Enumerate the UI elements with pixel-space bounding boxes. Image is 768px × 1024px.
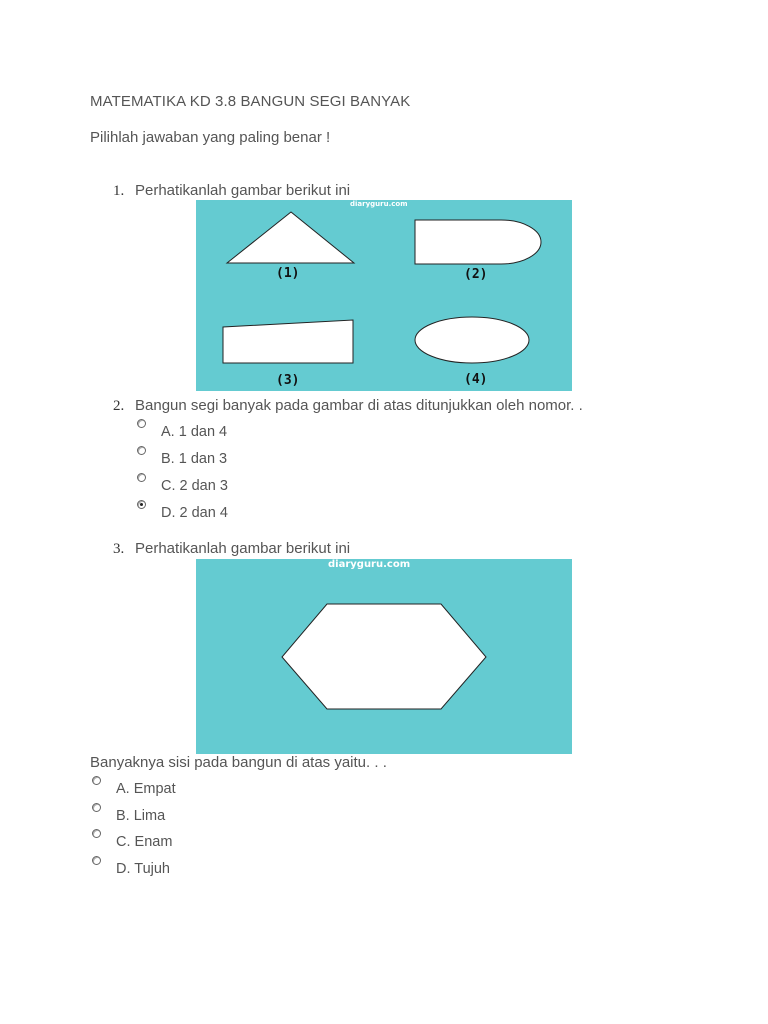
q3-option-b-radio[interactable] — [92, 803, 101, 812]
hexagon-shape — [282, 604, 486, 709]
shape-label-1: (1) — [276, 266, 300, 281]
q2-option-a-label[interactable]: A. 1 dan 4 — [161, 424, 228, 440]
q3-hexagon-figure — [196, 559, 572, 754]
q3-text: Perhatikanlah gambar berikut ini — [135, 540, 351, 557]
shape-label-2: (2) — [464, 267, 488, 282]
instruction-text: Pilihlah jawaban yang paling benar ! — [90, 129, 331, 146]
q2-option-a-radio[interactable] — [137, 419, 146, 428]
q2-option-d-label[interactable]: D. 2 dan 4 — [161, 505, 228, 521]
q2-option-b-radio[interactable] — [137, 446, 146, 455]
q2-option-c-label[interactable]: C. 2 dan 3 — [161, 478, 228, 494]
q1-shapes-figure — [196, 200, 572, 391]
shape-2-rounded — [415, 220, 541, 264]
q1-text: Perhatikanlah gambar berikut ini — [135, 182, 351, 199]
shape-4-ellipse — [415, 317, 529, 363]
q1-watermark: diaryguru.com — [350, 200, 408, 208]
q2-number: 2. — [113, 398, 125, 414]
q3-option-d-label[interactable]: D. Tujuh — [116, 861, 170, 877]
shape-label-3: (3) — [276, 373, 300, 388]
q3-option-c-radio[interactable] — [92, 829, 101, 838]
q2-option-b-label[interactable]: B. 1 dan 3 — [161, 451, 228, 467]
q2-option-d-radio[interactable] — [137, 500, 146, 509]
q1-shapes-svg — [196, 200, 572, 391]
q2-option-c-radio[interactable] — [137, 473, 146, 482]
shape-label-4: (4) — [464, 372, 488, 387]
shape-1-triangle — [227, 212, 354, 263]
shape-3-quadrilateral — [223, 320, 353, 363]
q2-text: Bangun segi banyak pada gambar di atas ditunjukkan oleh nomor. . — [135, 397, 583, 414]
q3-option-c-label[interactable]: C. Enam — [116, 834, 173, 850]
page-title: MATEMATIKA KD 3.8 BANGUN SEGI BANYAK — [90, 93, 411, 110]
q3-option-a-label[interactable]: A. Empat — [116, 781, 176, 797]
q3-option-a-radio[interactable] — [92, 776, 101, 785]
q3-watermark: diaryguru.com — [328, 559, 411, 570]
q1-number: 1. — [113, 183, 125, 199]
q3-number: 3. — [113, 541, 125, 557]
q3-hexagon-svg — [196, 559, 572, 754]
q3-option-b-label[interactable]: B. Lima — [116, 808, 166, 824]
q3-question: Banyaknya sisi pada bangun di atas yaitu. . . — [90, 754, 387, 771]
q3-option-d-radio[interactable] — [92, 856, 101, 865]
